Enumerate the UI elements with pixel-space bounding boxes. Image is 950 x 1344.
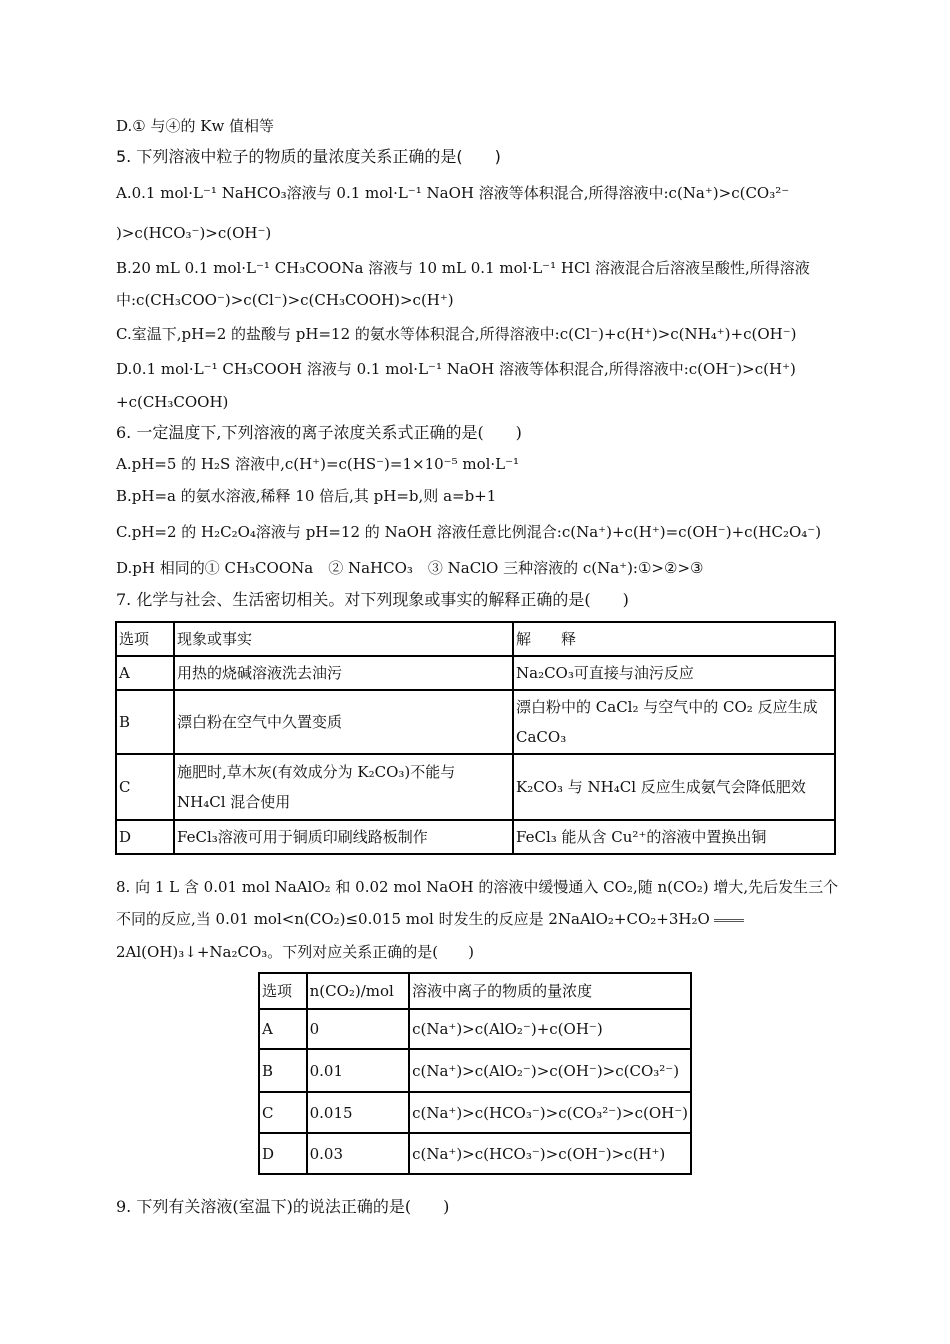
q8-reaction-text: 不同的反应,当 0.01 mol<n(CO₂)≤0.015 mol 时发生的反应是 2NaAlO₂+CO₂+3H₂O: [116, 910, 710, 928]
table7-cell-explanation: [513, 754, 835, 820]
table8-cell-option: B: [259, 1049, 307, 1092]
table7-cell-fact: [174, 820, 513, 854]
table7-cell-explanation: [513, 820, 835, 854]
table8-cell-n: 0.01: [307, 1049, 409, 1092]
fact-text: 用热的烧碱溶液洗去油污: [177, 664, 343, 682]
explanation-text: K₂CO₃ 与 NH₄Cl 反应生成氨气会降低肥效: [516, 778, 806, 796]
q5-option-a-line1: A.0.1 mol·L⁻¹ NaHCO₃溶液与 0.1 mol·L⁻¹ NaOH 溶液等体积混合,所得溶液中:c(Na⁺)>c(CO₃²⁻: [116, 184, 790, 202]
table7-row-d: [116, 820, 835, 854]
question-8-line3: 2Al(OH)₃↓+Na₂CO₃。下列对应关系正确的是( ): [116, 943, 474, 961]
q5-option-b-line2: 中:c(CH₃COO⁻)>c(Cl⁻)>c(CH₃COOH)>c(H⁺): [116, 291, 454, 309]
question-7-stem: 7. 化学与社会、生活密切相关。对下列现象或事实的解释正确的是( ): [116, 590, 629, 609]
table7-header-fact: 现象或事实: [174, 622, 513, 656]
table8-header-relation: 溶液中离子的物质的量浓度: [409, 973, 691, 1009]
fact-text: 施肥时,草木灰(有效成分为 K₂CO₃)不能与: [177, 763, 456, 781]
table8-cell-n: 0.03: [307, 1133, 409, 1174]
explanation-text: FeCl₃ 能从含 Cu²⁺的溶液中置换出铜: [516, 828, 767, 846]
q5-option-c: C.室温下,pH=2 的盐酸与 pH=12 的氨水等体积混合,所得溶液中:c(Cl⁻)+c(H⁺)>c(NH₄⁺)+c(OH⁻): [116, 325, 797, 343]
table7-cell-option: A: [116, 656, 174, 690]
table7-cell-fact: [174, 656, 513, 690]
question-5-stem: 5. 下列溶液中粒子的物质的量浓度关系正确的是( ): [116, 147, 501, 166]
question-9-stem: 9. 下列有关溶液(室温下)的说法正确的是( ): [116, 1197, 450, 1216]
table8-header-option: 选项: [259, 973, 307, 1009]
table-question-7: [115, 621, 836, 855]
table8-cell-n: 0: [307, 1009, 409, 1049]
table8-cell-relation: c(Na⁺)>c(HCO₃⁻)>c(CO₃²⁻)>c(OH⁻): [409, 1092, 691, 1133]
table7-row-c: [116, 754, 835, 820]
table-question-8: [258, 972, 692, 1175]
fact-text: FeCl₃溶液可用于铜质印刷线路板制作: [177, 828, 428, 846]
reaction-equals-sign: [714, 919, 744, 922]
table7-row-a: [116, 656, 835, 690]
table8-cell-n: 0.015: [307, 1092, 409, 1133]
q6-option-a: A.pH=5 的 H₂S 溶液中,c(H⁺)=c(HS⁻)=1×10⁻⁵ mol·L⁻¹: [116, 455, 520, 473]
question-8-line1: 8. 向 1 L 含 0.01 mol NaAlO₂ 和 0.02 mol NaOH 的溶液中缓慢通入 CO₂,随 n(CO₂) 增大,先后发生三个: [116, 878, 839, 896]
explanation-text: Na₂CO₃可直接与油污反应: [516, 664, 694, 682]
fact-text: NH₄Cl 混合使用: [177, 793, 291, 811]
table7-header-option: 选项: [116, 622, 174, 656]
table7-cell-fact: [174, 690, 513, 754]
line-d-kw: D.① 与④的 Kw 值相等: [116, 117, 275, 135]
table8-cell-option: D: [259, 1133, 307, 1174]
table7-row-b: [116, 690, 835, 754]
q5-option-d-line1: D.0.1 mol·L⁻¹ CH₃COOH 溶液与 0.1 mol·L⁻¹ NaOH 溶液等体积混合,所得溶液中:c(OH⁻)>c(H⁺): [116, 360, 796, 378]
table7-header-row: [116, 622, 835, 656]
table8-cell-option: A: [259, 1009, 307, 1049]
table8-row-b: [259, 1049, 691, 1092]
q5-option-d-line2: +c(CH₃COOH): [116, 393, 229, 411]
q6-option-c: C.pH=2 的 H₂C₂O₄溶液与 pH=12 的 NaOH 溶液任意比例混合:c(Na⁺)+c(H⁺)=c(OH⁻)+c(HC₂O₄⁻): [116, 523, 822, 541]
table8-header-row: [259, 973, 691, 1009]
table7-cell-explanation: [513, 656, 835, 690]
table8-row-c: [259, 1092, 691, 1133]
table8-header-n: n(CO₂)/mol: [307, 973, 409, 1009]
explanation-text: 漂白粉中的 CaCl₂ 与空气中的 CO₂ 反应生成: [516, 698, 818, 716]
table8-row-a: [259, 1009, 691, 1049]
q5-option-b-line1: B.20 mL 0.1 mol·L⁻¹ CH₃COONa 溶液与 10 mL 0.1 mol·L⁻¹ HCl 溶液混合后溶液呈酸性,所得溶液: [116, 259, 810, 277]
question-6-stem: 6. 一定温度下,下列溶液的离子浓度关系式正确的是( ): [116, 423, 522, 442]
explanation-text: CaCO₃: [516, 728, 567, 746]
table7-cell-option: C: [116, 754, 174, 820]
table8-row-d: [259, 1133, 691, 1174]
q6-option-d: D.pH 相同的① CH₃COONa ② NaHCO₃ ③ NaClO 三种溶液的 c(Na⁺):①>②>③: [116, 559, 704, 577]
table8-cell-option: C: [259, 1092, 307, 1133]
fact-text: 漂白粉在空气中久置变质: [177, 713, 343, 731]
question-8-line2: [116, 908, 744, 930]
q5-option-a-line2: )>c(HCO₃⁻)>c(OH⁻): [116, 224, 272, 242]
table8-cell-relation: c(Na⁺)>c(AlO₂⁻)>c(OH⁻)>c(CO₃²⁻): [409, 1049, 691, 1092]
table7-cell-explanation: [513, 690, 835, 754]
table7-cell-fact: [174, 754, 513, 820]
q6-option-b: B.pH=a 的氨水溶液,稀释 10 倍后,其 pH=b,则 a=b+1: [116, 487, 497, 505]
table8-cell-relation: c(Na⁺)>c(HCO₃⁻)>c(OH⁻)>c(H⁺): [409, 1133, 691, 1174]
table7-cell-option: D: [116, 820, 174, 854]
table7-header-explanation: 解 释: [513, 622, 835, 656]
table7-cell-option: B: [116, 690, 174, 754]
table8-cell-relation: c(Na⁺)>c(AlO₂⁻)+c(OH⁻): [409, 1009, 691, 1049]
